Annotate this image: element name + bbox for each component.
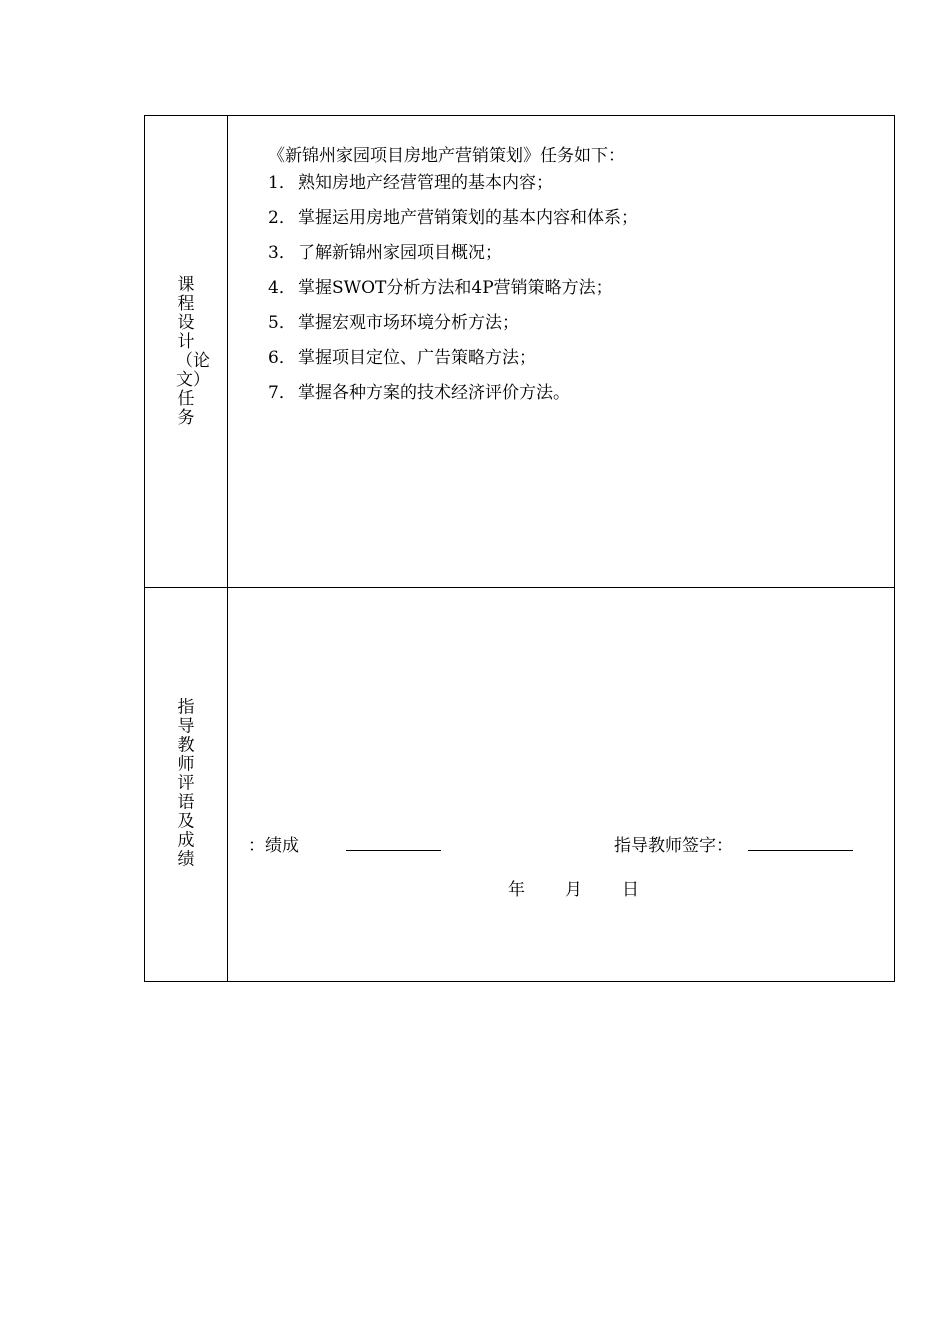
task-item [268, 348, 638, 386]
comment-section-label: 指导教师评语及成绩 [177, 697, 195, 870]
task-item-number: 2． [268, 208, 296, 228]
task-intro: 《新锦州家园项目房地产营销策划》任务如下： [268, 146, 625, 166]
task-item [268, 313, 638, 351]
task-item [268, 243, 638, 281]
comment-label-cell [145, 587, 228, 981]
task-item-text: 掌握SWOT分析方法和4P营销策略方法； [298, 278, 613, 298]
task-item [268, 208, 638, 246]
task-section-label: 课程设计（论文）任务 [176, 274, 210, 428]
task-item [268, 383, 638, 421]
task-item-text: 掌握项目定位、广告策略方法； [298, 348, 536, 368]
task-item-text: 掌握各种方案的技术经济评价方法。 [298, 383, 570, 403]
task-list [268, 173, 638, 421]
task-item-number: 3． [268, 243, 296, 263]
task-item-text: 熟知房地产经营管理的基本内容； [298, 173, 553, 193]
comment-row [145, 587, 894, 981]
date-day-label: 日 [622, 880, 639, 900]
task-content-cell [228, 116, 894, 587]
task-label-cell [145, 116, 228, 587]
task-item [268, 173, 638, 211]
task-item-number: 7． [268, 383, 296, 403]
task-item-text: 了解新锦州家园项目概况； [298, 243, 502, 263]
task-item-text: 掌握运用房地产营销策划的基本内容和体系； [298, 208, 638, 228]
task-item-number: 5． [268, 313, 296, 333]
comment-content-cell[interactable] [228, 587, 894, 981]
task-item-number: 4． [268, 278, 296, 298]
date-line [508, 875, 639, 900]
task-item-number: 6． [268, 348, 296, 368]
task-item [268, 278, 638, 316]
signature-blank-field[interactable] [748, 850, 853, 851]
date-month-label: 月 [565, 880, 582, 900]
task-row [145, 116, 894, 588]
score-blank-field[interactable] [346, 850, 441, 851]
score-label: ：绩成 [248, 836, 299, 856]
course-design-form-table [144, 115, 895, 982]
signature-label: 指导教师签字： [614, 836, 733, 856]
task-item-number: 1． [268, 173, 296, 193]
task-item-text: 掌握宏观市场环境分析方法； [298, 313, 519, 333]
date-year-label: 年 [508, 880, 525, 900]
